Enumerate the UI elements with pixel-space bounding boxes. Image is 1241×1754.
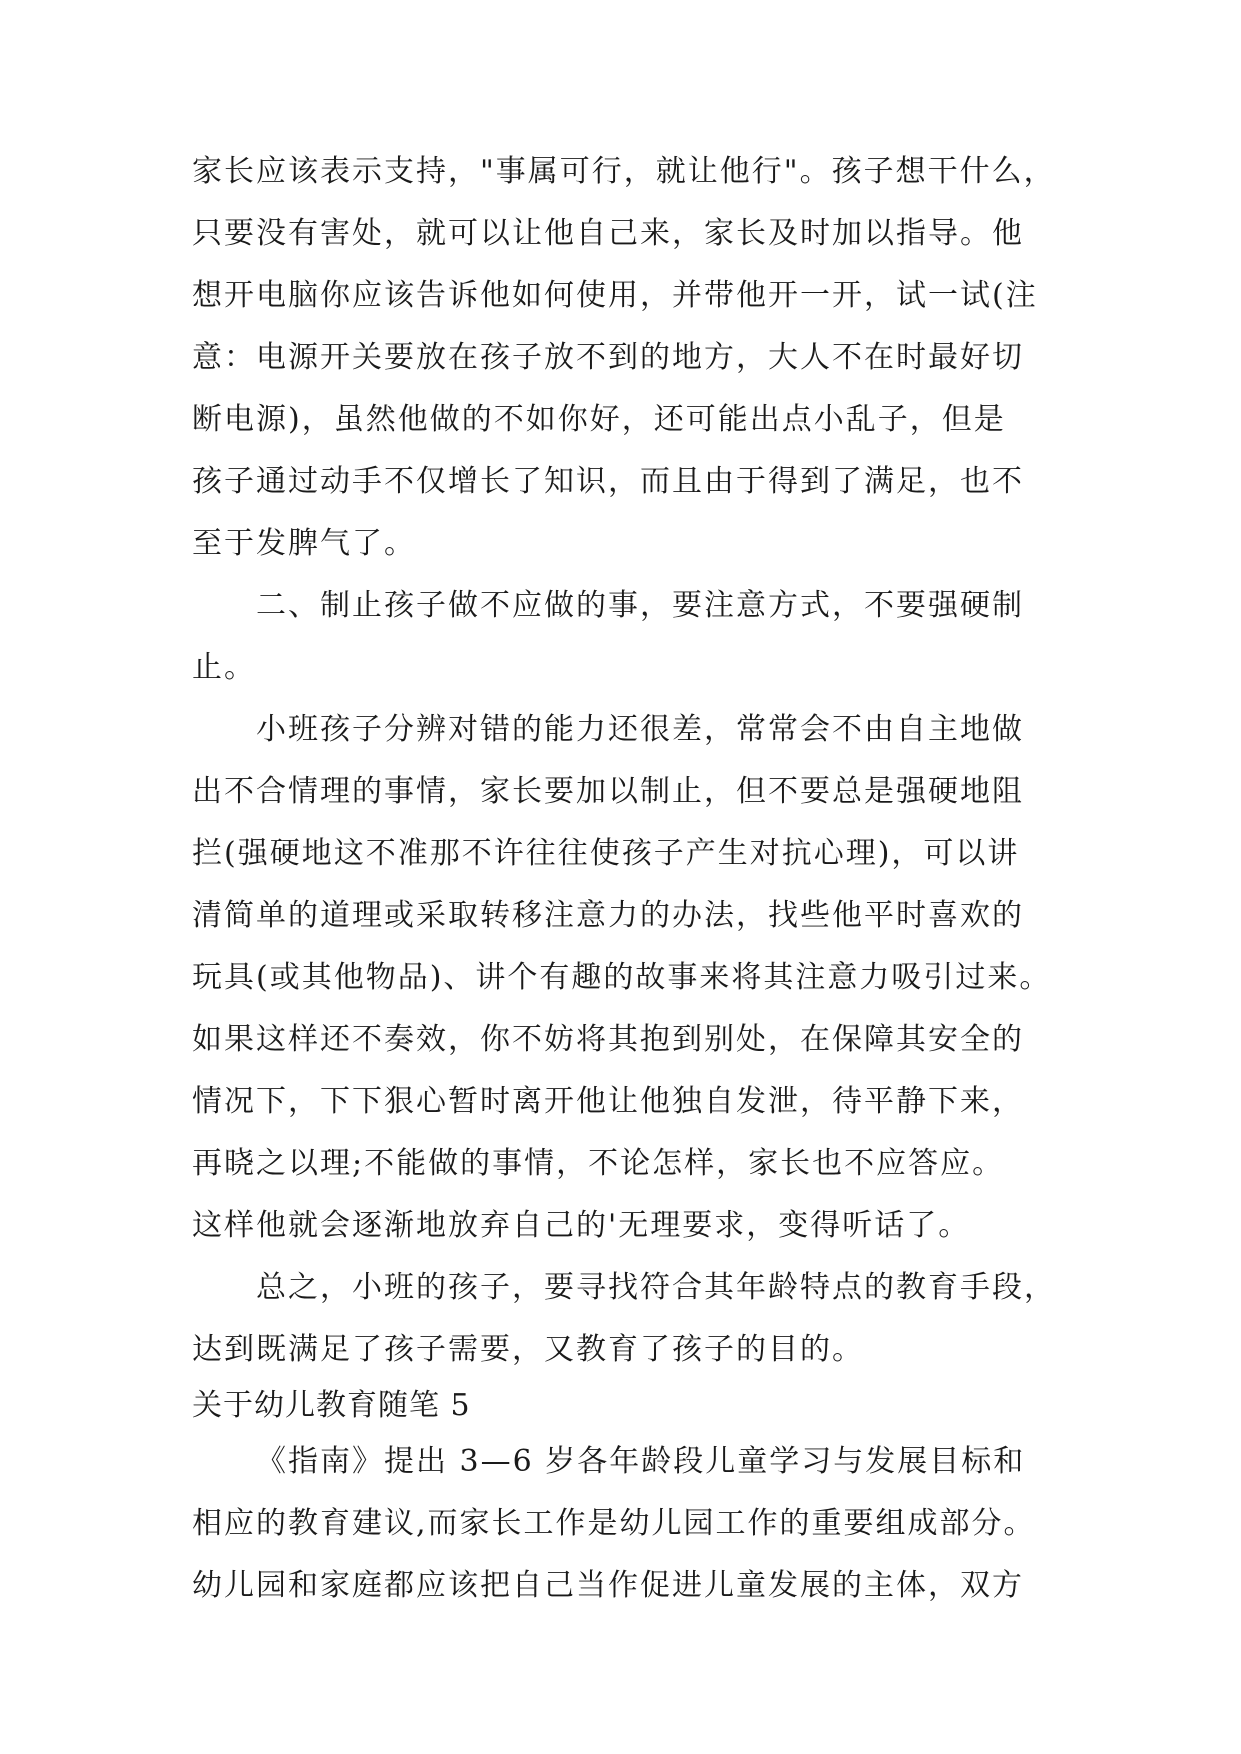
text-line: 止。 [192, 650, 256, 685]
paragraph-start: 小班孩子分辨对错的能力还很差，常常会不由自主地做 [256, 712, 1024, 747]
text-line: 断电源)，虽然他做的不如你好，还可能出点小乱子，但是 [192, 402, 1006, 437]
text-line: 达到既满足了孩子需要，又教育了孩子的目的。 [192, 1332, 864, 1367]
text-line: 这样他就会逐渐地放弃自己的'无理要求，变得听话了。 [192, 1208, 971, 1243]
text-line: 至于发脾气了。 [192, 526, 416, 561]
text-line: 拦(强硬地这不准那不许往往使孩子产生对抗心理)，可以讲 [192, 836, 1020, 871]
text-line: 幼儿园和家庭都应该把自己当作促进儿童发展的主体，双方 [192, 1568, 1024, 1603]
text-line: 出不合情理的事情，家长要加以制止，但不要总是强硬地阻 [192, 774, 1024, 809]
text-line: 想开电脑你应该告诉他如何使用，并带他开一开，试一试(注 [192, 278, 1038, 313]
text-line: 孩子通过动手不仅增长了知识，而且由于得到了满足，也不 [192, 464, 1024, 499]
paragraph-start: 《指南》提出 3—6 岁各年龄段儿童学习与发展目标和 [256, 1444, 1026, 1479]
paragraph-start: 总之，小班的孩子，要寻找符合其年龄特点的教育手段， [256, 1270, 1056, 1305]
article-title: 关于幼儿教育随笔 5 [192, 1388, 471, 1423]
section-heading: 二、制止孩子做不应做的事，要注意方式，不要强硬制 [256, 588, 1024, 623]
text-line: 玩具(或其他物品)、讲个有趣的故事来将其注意力吸引过来。 [192, 960, 1052, 995]
text-line: 意：电源开关要放在孩子放不到的地方，大人不在时最好切 [192, 340, 1024, 375]
text-line: 相应的教育建议,而家长工作是幼儿园工作的重要组成部分。 [192, 1506, 1036, 1541]
text-line: 清简单的道理或采取转移注意力的办法，找些他平时喜欢的 [192, 898, 1024, 933]
text-line: 家长应该表示支持，"事属可行，就让他行"。孩子想干什么， [192, 154, 1056, 189]
text-line: 再晓之以理;不能做的事情，不论怎样，家长也不应答应。 [192, 1146, 1005, 1181]
text-line: 如果这样还不奏效，你不妨将其抱到别处，在保障其安全的 [192, 1022, 1024, 1057]
text-line: 情况下，下下狠心暂时离开他让他独自发泄，待平静下来， [192, 1084, 1024, 1119]
text-line: 只要没有害处，就可以让他自己来，家长及时加以指导。他 [192, 216, 1024, 251]
